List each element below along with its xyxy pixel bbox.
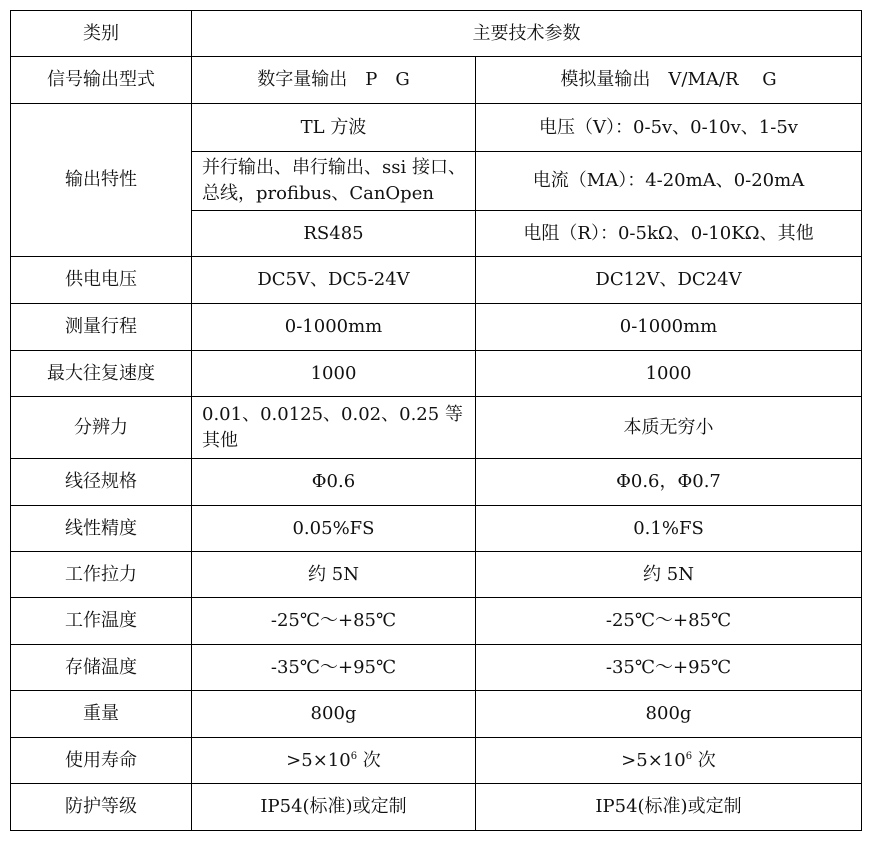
spec-table (10, 10, 862, 831)
signal-label: 信号输出型式 (11, 57, 192, 104)
table-row (11, 397, 862, 459)
row-digital: 0.01、0.0125、0.02、0.25 等其他 (192, 397, 476, 459)
row-label: 供电电压 (11, 257, 192, 304)
lifetime-exponent: 6 (685, 750, 693, 762)
output-digital-2: 并行输出、串行输出、ssi 接口、总线，profibus、CanOpen (192, 152, 476, 211)
lifetime-analog (476, 738, 862, 784)
row-label: 线径规格 (11, 459, 192, 506)
lifetime-prefix: >5×10 (286, 749, 351, 771)
lifetime-label: 使用寿命 (11, 738, 192, 784)
row-analog: Φ0.6，Φ0.7 (476, 459, 862, 506)
row-digital: 0-1000mm (192, 304, 476, 351)
row-digital: Φ0.6 (192, 459, 476, 506)
output-analog-1: 电压（V）：0-5v、0-10v、1-5v (476, 104, 862, 152)
row-digital: 800g (192, 691, 476, 738)
table-row (11, 459, 862, 506)
row-label: 重量 (11, 691, 192, 738)
lifetime-prefix: >5×10 (621, 749, 686, 771)
row-analog: 本质无穷小 (476, 397, 862, 459)
lifetime-suffix: 次 (692, 749, 716, 771)
table-row (11, 506, 862, 552)
row-digital: 0.05%FS (192, 506, 476, 552)
row-label: 存储温度 (11, 645, 192, 691)
table-row (11, 552, 862, 598)
lifetime-row (11, 738, 862, 784)
header-category: 类别 (11, 11, 192, 57)
table-row (11, 304, 862, 351)
row-analog: -25℃～+85℃ (476, 598, 862, 645)
table-row (11, 691, 862, 738)
protection-analog: IP54(标准)或定制 (476, 784, 862, 831)
output-analog-3: 电阻（R）：0-5kΩ、0-10KΩ、其他 (476, 211, 862, 257)
signal-row (11, 57, 862, 104)
row-analog: 1000 (476, 351, 862, 397)
spec-table-container (10, 10, 862, 831)
row-analog: 约 5N (476, 552, 862, 598)
output-analog-2: 电流（MA）：4-20mA、0-20mA (476, 152, 862, 211)
row-analog: -35℃～+95℃ (476, 645, 862, 691)
protection-digital: IP54(标准)或定制 (192, 784, 476, 831)
row-label: 工作拉力 (11, 552, 192, 598)
row-analog: 0.1%FS (476, 506, 862, 552)
row-analog: 800g (476, 691, 862, 738)
header-row (11, 11, 862, 57)
row-label: 工作温度 (11, 598, 192, 645)
output-digital-3: RS485 (192, 211, 476, 257)
row-label: 测量行程 (11, 304, 192, 351)
signal-analog: 模拟量输出 V/MA/R G (476, 57, 862, 104)
table-row (11, 598, 862, 645)
lifetime-suffix: 次 (357, 749, 381, 771)
output-row-1 (11, 104, 862, 152)
row-digital: -25℃～+85℃ (192, 598, 476, 645)
row-analog: 0-1000mm (476, 304, 862, 351)
lifetime-digital (192, 738, 476, 784)
header-params: 主要技术参数 (192, 11, 862, 57)
row-label: 最大往复速度 (11, 351, 192, 397)
lifetime-exponent: 6 (350, 750, 358, 762)
row-digital: 1000 (192, 351, 476, 397)
row-digital: DC5V、DC5-24V (192, 257, 476, 304)
row-digital: -35℃～+95℃ (192, 645, 476, 691)
protection-row (11, 784, 862, 831)
table-row (11, 645, 862, 691)
signal-digital: 数字量输出 P G (192, 57, 476, 104)
row-analog: DC12V、DC24V (476, 257, 862, 304)
output-label: 输出特性 (11, 104, 192, 257)
row-digital: 约 5N (192, 552, 476, 598)
row-label: 线性精度 (11, 506, 192, 552)
table-row (11, 257, 862, 304)
row-label: 分辨力 (11, 397, 192, 459)
table-row (11, 351, 862, 397)
output-digital-1: TL 方波 (192, 104, 476, 152)
protection-label: 防护等级 (11, 784, 192, 831)
